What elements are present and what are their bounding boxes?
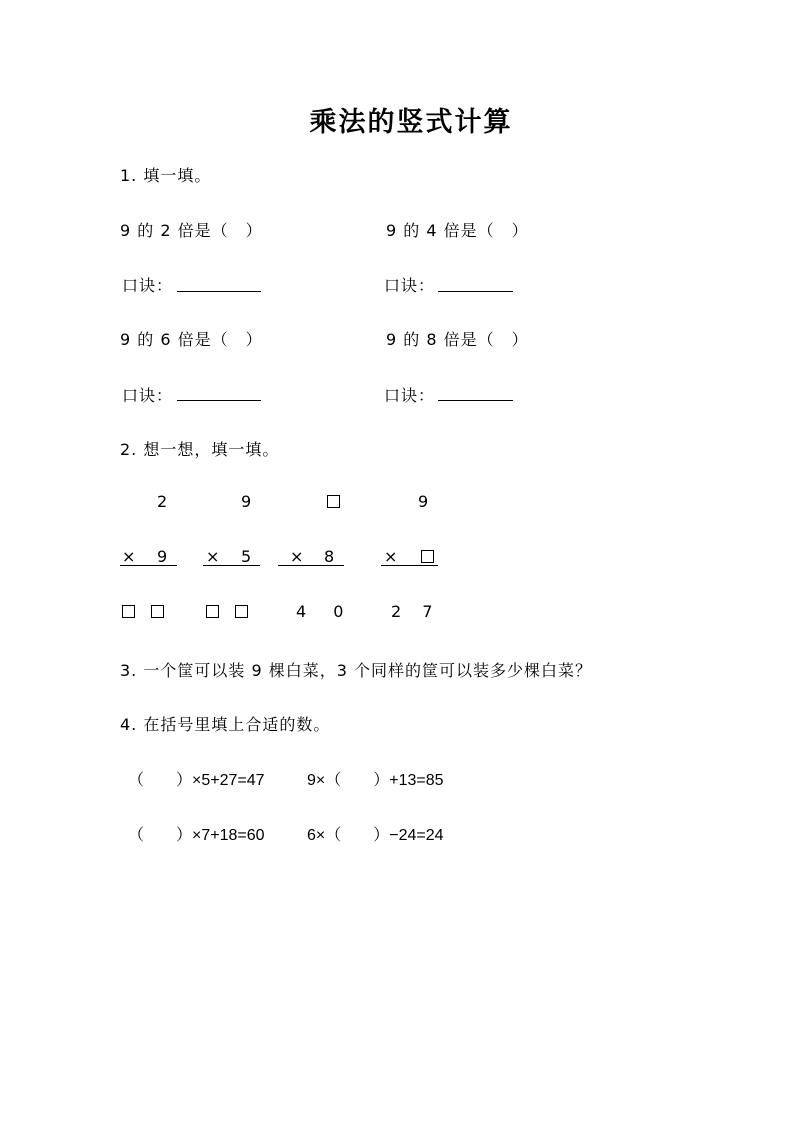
q2-problem-1-underline [120, 565, 177, 566]
q1-item-1-answer-line[interactable] [177, 291, 261, 292]
q2-problem-3-multiplier: 8 [324, 547, 335, 566]
q2-problem-2-times-sign: × [206, 547, 220, 566]
q4-heading: 4. 在括号里填上合适的数。 [120, 715, 331, 734]
q2-problem-2-result-tens-box[interactable] [206, 605, 219, 618]
q2-problem-3-underline [278, 565, 344, 566]
q4-equation-3: （ ）×7+18=60 [128, 827, 265, 844]
q2-problem-3-times-sign: × [290, 547, 304, 566]
q2-problem-1-result-tens-box[interactable] [122, 605, 135, 618]
q1-item-4-question: 9 的 8 倍是（ ） [386, 330, 529, 349]
q1-item-2-mnemonic-label: 口诀： [384, 276, 436, 295]
q1-item-3-answer-line[interactable] [177, 400, 261, 401]
q4-equation-1: （ ）×5+27=47 [128, 772, 265, 789]
q2-problem-1-result-ones-box[interactable] [151, 605, 164, 618]
q2-problem-1-top: 2 [157, 492, 168, 511]
q1-item-4-answer-line[interactable] [438, 400, 513, 401]
q1-item-4-mnemonic-label: 口诀： [384, 386, 436, 405]
q2-problem-4-top: 9 [418, 492, 429, 511]
q1-item-2-question: 9 的 4 倍是（ ） [386, 221, 529, 240]
q1-item-1-question: 9 的 2 倍是（ ） [120, 221, 263, 240]
q1-item-1-mnemonic-label: 口诀： [122, 276, 174, 295]
q4-equation-4: 6×（ ）−24=24 [307, 827, 444, 844]
q4-equation-2: 9×（ ）+13=85 [307, 772, 444, 789]
q2-problem-2-result-ones-box[interactable] [235, 605, 248, 618]
q2-problem-4-multiplier-blank-box[interactable] [421, 550, 434, 563]
q2-problem-4-underline [381, 565, 438, 566]
page-title: 乘法的竖式计算 [309, 107, 513, 138]
q1-item-3-mnemonic-label: 口诀： [122, 386, 174, 405]
q3-heading: 3. 一个筐可以装 9 棵白菜，3 个同样的筐可以装多少棵白菜？ [120, 661, 592, 680]
q2-problem-4-result: 2 7 [391, 602, 441, 621]
q2-problem-3-result: 4 0 [296, 602, 355, 621]
q2-problem-4-times-sign: × [384, 547, 398, 566]
q2-problem-2-underline [203, 565, 260, 566]
q2-problem-2-top: 9 [241, 492, 252, 511]
q2-problem-3-top-blank-box[interactable] [327, 495, 340, 508]
q2-problem-1-multiplier: 9 [157, 547, 168, 566]
q1-item-3-question: 9 的 6 倍是（ ） [120, 330, 263, 349]
q2-problem-2-multiplier: 5 [241, 547, 252, 566]
q2-heading: 2. 想一想，填一填。 [120, 440, 280, 459]
q2-problem-1-times-sign: × [122, 547, 136, 566]
q1-heading: 1. 填一填。 [120, 166, 212, 185]
q1-item-2-answer-line[interactable] [438, 291, 513, 292]
